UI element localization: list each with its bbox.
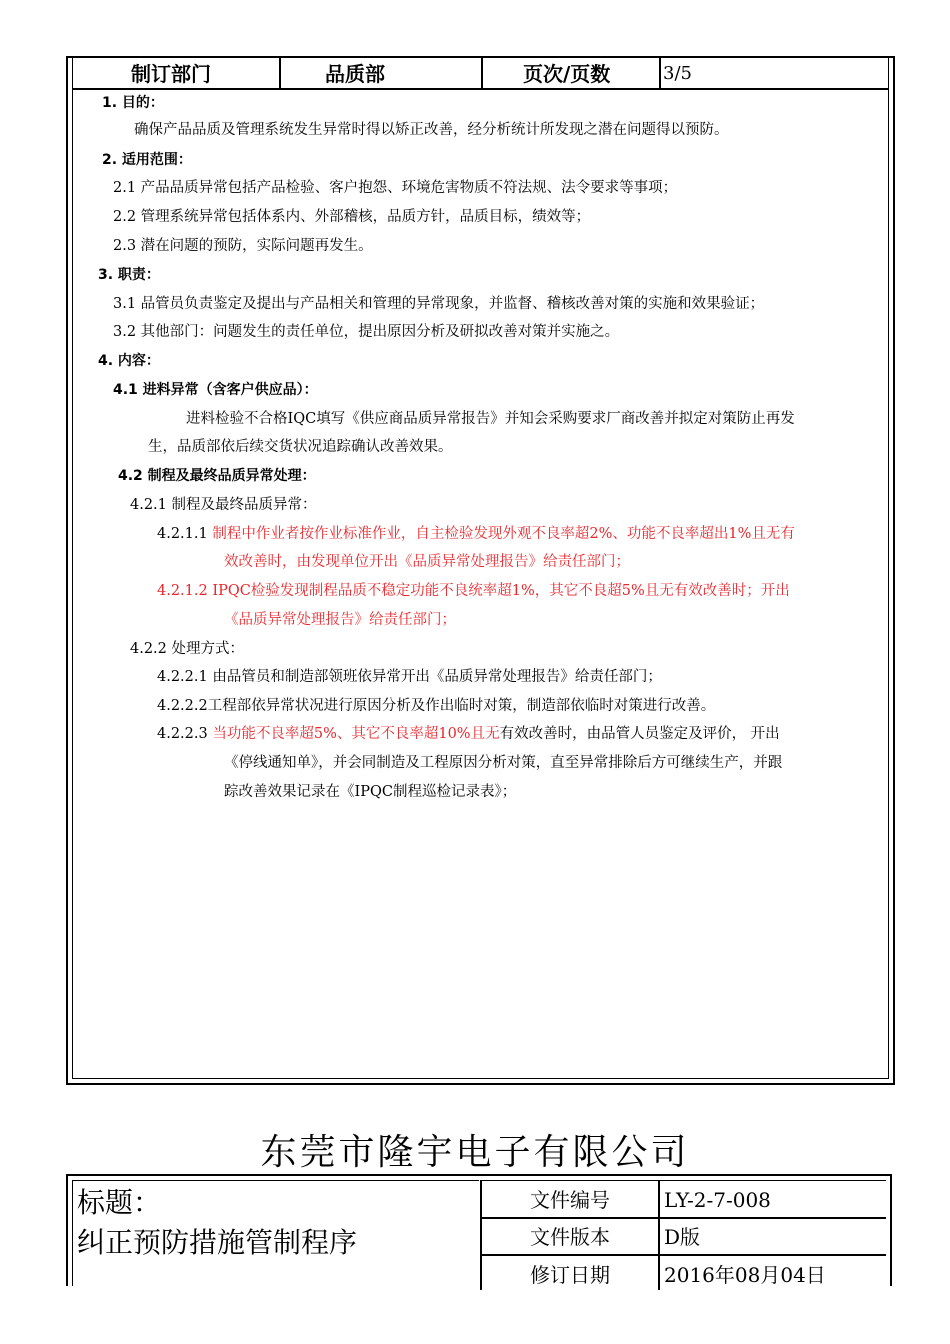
- section-3-title: 3. 职责：: [98, 267, 160, 283]
- dept-label: 制订部门: [131, 62, 211, 86]
- revision-date-label: 修订日期: [480, 1256, 660, 1290]
- revision-date-value: 2016年08月04日: [664, 1263, 826, 1287]
- section-4-2-2-3-text: 有效改善时，由品管人员鉴定及评价， 开出: [499, 726, 780, 742]
- section-4-2-2: 4.2.2 处理方式：: [130, 641, 245, 657]
- section-4-2-1-1-text: 制程中作业者按作业标准作业，自主检验发现外观不良率超2%、功能不良率超出1%且无有: [212, 526, 795, 542]
- section-2-3: 2.3 潜在问题的预防，实际问题再发生。: [113, 238, 373, 254]
- section-4-1-line1: 进料检验不合格IQC填写《供应商品质异常报告》并知会采购要求厂商改善并拟定对策防止再发: [186, 411, 795, 427]
- revision-date-row: [480, 1256, 886, 1290]
- title-box: [72, 1180, 479, 1286]
- page-header-row: [73, 58, 888, 90]
- title-label: 标题：: [77, 1186, 162, 1219]
- page-value-cell: [659, 58, 692, 88]
- section-1-text: 确保产品品质及管理系统发生异常时得以矫正改善，经分析统计所发现之潜在问题得以预防。: [134, 122, 729, 138]
- section-4-2-1-1-line1: [157, 524, 795, 544]
- section-4-2-2-3-number: 4.2.2.3: [157, 726, 208, 742]
- section-4-2-1-1-line2: 效改善时，由发现单位开出《品质异常处理报告》给责任部门；: [224, 554, 630, 570]
- section-1-title: 1. 目的：: [102, 95, 164, 111]
- doc-info-frame: [66, 1174, 892, 1286]
- doc-version-label: 文件版本: [480, 1218, 660, 1254]
- dept-value-cell: [279, 58, 481, 88]
- section-4-title: 4. 内容：: [98, 353, 160, 369]
- page-value: 3/5: [663, 63, 692, 84]
- company-name: 东莞市隆宇电子有限公司: [260, 1132, 690, 1173]
- section-4-2-2-3-red-text: 当功能不良率超5%、其它不良率超10%且无: [212, 726, 500, 742]
- section-4-1-title: 4.1 进料异常（含客户供应品）：: [113, 382, 318, 398]
- page-label: 页次/页数: [523, 62, 611, 86]
- doc-number-label: 文件编号: [480, 1181, 660, 1217]
- section-4-1-line2: 生，品质部依后续交货状况追踪确认改善效果。: [148, 439, 453, 455]
- doc-version-value: D版: [664, 1225, 701, 1249]
- dept-value: 品质部: [325, 62, 385, 86]
- section-4-2-2-3-line2: 《停线通知单》，并会同制造及工程原因分析对策，直至异常排除后方可继续生产，并跟: [224, 755, 783, 771]
- section-4-2-2-1: 4.2.2.1 由品管员和制造部领班依异常开出《品质异常处理报告》给责任部门；: [157, 669, 662, 685]
- page-label-cell: [481, 58, 659, 88]
- section-2-2: 2.2 管理系统异常包括体系内、外部稽核，品质方针，品质目标，绩效等；: [113, 209, 591, 225]
- doc-number-value: LY-2-7-008: [664, 1188, 771, 1212]
- section-3-2: 3.2 其他部门：问题发生的责任单位，提出原因分析及研拟改善对策并实施之。: [113, 324, 620, 340]
- section-4-2-2-2: 4.2.2.2工程部依异常状况进行原因分析及作出临时对策，制造部依临时对策进行改善。: [157, 698, 716, 714]
- section-2-title: 2. 适用范围：: [102, 152, 192, 168]
- doc-number-row: [480, 1180, 886, 1219]
- doc-info-grid: [480, 1180, 886, 1286]
- section-4-2-title: 4.2 制程及最终品质异常处理：: [118, 468, 316, 484]
- section-4-2-1-2-line1: 4.2.1.2 IPQC检验发现制程品质不稳定功能不良统率超1%，其它不良超5%且无有效改善时；开出: [157, 583, 790, 599]
- doc-version-row: [480, 1218, 886, 1256]
- section-3-1: 3.1 品管员负责鉴定及提出与产品相关和管理的异常现象，并监督、稽核改善对策的实施和效果验证；: [113, 296, 765, 312]
- section-2-1: 2.1 产品品质异常包括产品检验、客户抱怨、环境危害物质不符法规、法令要求等事项；: [113, 180, 678, 196]
- section-4-2-1-2-line2: 《品质异常处理报告》给责任部门；: [224, 612, 456, 628]
- section-4-2-1-1-number: 4.2.1.1: [157, 526, 208, 542]
- section-4-2-2-3-line3: 踪改善效果记录在《IPQC制程巡检记录表》；: [224, 784, 517, 800]
- section-4-2-1: 4.2.1 制程及最终品质异常：: [130, 497, 317, 513]
- section-4-2-2-3-line1: [157, 724, 780, 744]
- document-title: 纠正预防措施管制程序: [77, 1226, 358, 1259]
